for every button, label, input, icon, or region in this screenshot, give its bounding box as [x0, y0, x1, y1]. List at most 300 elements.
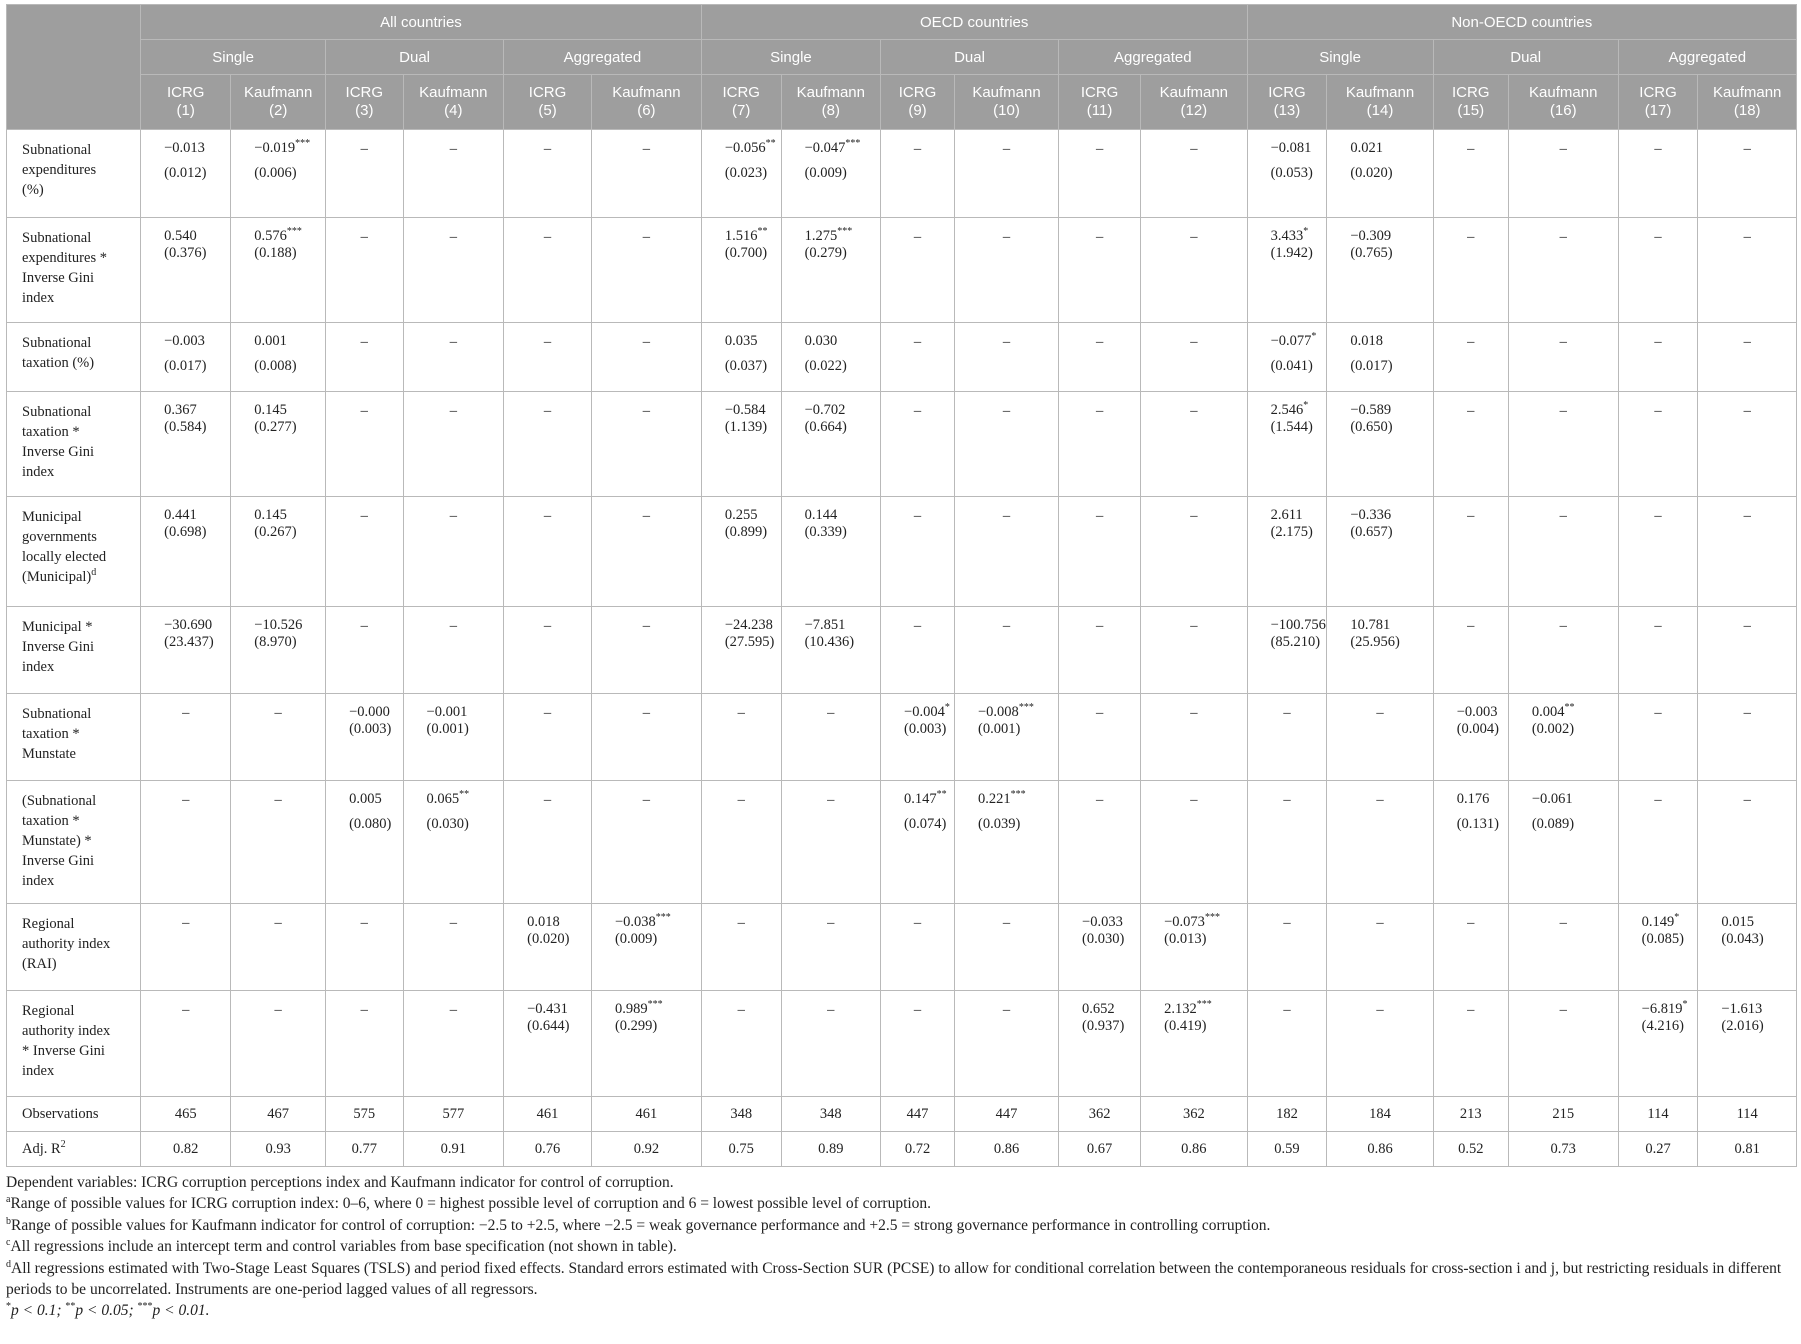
column-header [781, 75, 880, 130]
column-header [955, 75, 1059, 130]
coefficient-cell [1698, 904, 1797, 991]
coefficient-number: 0.015 [1721, 914, 1755, 930]
coefficient-cell [1247, 218, 1327, 323]
coefficient-value [1271, 228, 1325, 245]
row-label-line: Subnational [22, 142, 92, 158]
column-header [231, 75, 326, 130]
coefficient-number: −24.238 [724, 617, 773, 633]
column-number: (3) [355, 102, 374, 119]
coefficient-number: 2.132 [1164, 1001, 1197, 1017]
coefficient-value [349, 791, 400, 808]
coefficient-value [254, 617, 323, 634]
stat-value: 0.73 [1508, 1132, 1618, 1167]
empty-cell: – [1508, 392, 1618, 497]
column-indicator: ICRG [166, 84, 205, 101]
row-label-line: (Municipal) [22, 569, 92, 585]
empty-cell: – [326, 130, 403, 218]
stat-label: Observations [22, 1106, 99, 1122]
coefficient-number: −0.056 [724, 140, 766, 156]
coefficient-number: 0.030 [804, 333, 838, 349]
table-row [7, 991, 1797, 1097]
subgroup-header: Aggregated [1059, 40, 1248, 75]
empty-cell: – [881, 323, 955, 392]
column-indicator: ICRG [898, 84, 937, 101]
coefficient-number: −0.008 [978, 704, 1019, 720]
empty-cell: – [1247, 904, 1327, 991]
coefficient-number: −7.851 [804, 617, 846, 633]
stat-value: 0.93 [231, 1132, 326, 1167]
table-row [7, 497, 1797, 607]
standard-error: (27.595) [724, 634, 775, 650]
standard-error: (0.039) [978, 816, 1021, 832]
standard-error: (0.009) [614, 931, 658, 947]
standard-error: (0.030) [426, 816, 469, 832]
note-d-mark: d [6, 1258, 11, 1270]
standard-error: (0.001) [978, 721, 1021, 737]
standard-error: (0.003) [349, 721, 392, 737]
empty-cell: – [955, 607, 1059, 694]
significance-stars: *** [1010, 789, 1026, 801]
column-indicator: ICRG [345, 84, 384, 101]
coefficient-cell [1247, 323, 1327, 392]
coefficient-number: 0.576 [254, 228, 287, 244]
note-a-text: Range of possible values for ICRG corruption index: 0–6, where 0 = highest possible level of corruption and 6 = lowest possible level of corruption. [10, 1195, 932, 1213]
coefficient-value [1642, 1001, 1696, 1018]
coefficient-cell [955, 781, 1059, 904]
row-label-line: authority index [22, 936, 111, 952]
stat-value: 0.52 [1433, 1132, 1508, 1167]
note-a [6, 1193, 1791, 1214]
empty-cell: – [881, 497, 955, 607]
table-row [7, 607, 1797, 694]
coefficient-number: 0.255 [724, 507, 758, 523]
empty-cell: – [326, 218, 403, 323]
row-label-line: Inverse Gini [22, 444, 95, 460]
stat-label-sup: 2 [60, 1139, 66, 1151]
stat-value: 575 [326, 1097, 403, 1132]
row-label-line: * Inverse Gini [22, 1043, 105, 1059]
empty-cell: – [591, 694, 701, 781]
empty-cell: – [955, 218, 1059, 323]
stat-value: 182 [1247, 1097, 1327, 1132]
empty-cell: – [1698, 218, 1797, 323]
empty-cell: – [1698, 497, 1797, 607]
coefficient-value [164, 228, 228, 245]
empty-cell: – [326, 392, 403, 497]
table-row [7, 323, 1797, 392]
note-dependent: Dependent variables: ICRG corruption perceptions index and Kaufmann indicator for control of corruption. [6, 1174, 674, 1191]
note-c-mark: c [6, 1237, 11, 1249]
coefficient-cell [1508, 694, 1618, 781]
coefficient-cell [781, 323, 880, 392]
standard-error: (0.584) [164, 419, 207, 435]
coefficient-value [805, 333, 878, 350]
column-number: (8) [821, 102, 840, 119]
coefficient-cell [1618, 991, 1698, 1097]
column-header [1059, 75, 1141, 130]
standard-error: (0.006) [254, 165, 297, 181]
coefficient-value [164, 617, 228, 634]
empty-cell: – [403, 497, 504, 607]
coefficient-number: −0.702 [804, 402, 846, 418]
empty-cell: – [1247, 694, 1327, 781]
coefficient-number: −0.336 [1350, 507, 1392, 523]
empty-cell: – [1508, 991, 1618, 1097]
empty-cell: – [1059, 323, 1141, 392]
stat-value: 114 [1618, 1097, 1698, 1132]
coefficient-value [1642, 914, 1696, 931]
stat-value: 348 [781, 1097, 880, 1132]
empty-cell: – [504, 130, 592, 218]
column-header [1508, 75, 1618, 130]
coefficient-cell [701, 497, 781, 607]
coefficient-number: 0.147 [904, 791, 937, 807]
coefficient-cell [1059, 904, 1141, 991]
coefficient-value [1721, 1001, 1794, 1018]
standard-error: (2.016) [1721, 1018, 1764, 1034]
standard-error: (1.544) [1270, 419, 1313, 435]
empty-cell: – [403, 130, 504, 218]
row-label-line: index [22, 464, 55, 480]
significance-stars: *** [1196, 999, 1212, 1011]
stat-value: 114 [1698, 1097, 1797, 1132]
coefficient-value [1082, 1001, 1138, 1018]
standard-error: (0.004) [1456, 721, 1499, 737]
stat-value: 0.89 [781, 1132, 880, 1167]
empty-cell: – [1433, 218, 1508, 323]
coefficient-cell [1327, 392, 1433, 497]
empty-cell: – [231, 904, 326, 991]
coefficient-number: 0.035 [724, 333, 758, 349]
coefficient-value [254, 507, 323, 524]
empty-cell: – [955, 130, 1059, 218]
row-label-line: Munstate) * [22, 833, 92, 849]
coefficient-value [1350, 617, 1430, 634]
empty-cell: – [881, 991, 955, 1097]
empty-cell: – [231, 991, 326, 1097]
column-number: (15) [1457, 102, 1485, 119]
standard-error: (0.664) [804, 419, 847, 435]
empty-cell: – [1618, 218, 1698, 323]
empty-cell: – [1327, 781, 1433, 904]
empty-cell: – [1327, 694, 1433, 781]
column-indicator: ICRG [1639, 84, 1677, 101]
empty-cell: – [1618, 497, 1698, 607]
coefficient-value [1350, 228, 1430, 245]
empty-cell: – [955, 323, 1059, 392]
standard-error: (0.650) [1350, 419, 1393, 435]
coefficient-number: 0.145 [254, 402, 287, 418]
coefficient-cell [141, 607, 231, 694]
coefficient-number: −0.000 [349, 704, 390, 720]
coefficient-cell [403, 694, 504, 781]
stat-value: 447 [955, 1097, 1059, 1132]
coefficient-number: −10.526 [254, 617, 303, 633]
column-number: (11) [1086, 102, 1113, 119]
column-number: (4) [444, 102, 463, 119]
standard-error: (0.053) [1270, 165, 1313, 181]
coefficient-number: 1.516 [724, 228, 758, 244]
empty-cell: – [881, 130, 955, 218]
row-label [7, 694, 141, 781]
stat-value: 213 [1433, 1097, 1508, 1132]
subgroup-header: Aggregated [1618, 40, 1796, 75]
coefficient-number: 3.433 [1270, 228, 1304, 244]
coefficient-value [725, 228, 779, 245]
empty-cell: – [504, 392, 592, 497]
standard-error: (0.022) [804, 358, 847, 374]
empty-cell: – [1618, 694, 1698, 781]
coefficient-cell [881, 781, 955, 904]
note-significance [6, 1300, 1791, 1321]
empty-cell: – [701, 694, 781, 781]
coefficient-number: −0.431 [527, 1001, 568, 1017]
coefficient-cell [701, 130, 781, 218]
empty-cell: – [326, 991, 403, 1097]
row-label-line: taxation (%) [22, 355, 95, 371]
coefficient-cell [1327, 218, 1433, 323]
empty-cell: – [1508, 904, 1618, 991]
coefficient-cell [701, 392, 781, 497]
empty-cell: – [591, 392, 701, 497]
subgroup-header: Single [141, 40, 326, 75]
empty-cell: – [1698, 323, 1797, 392]
coefficient-cell [1059, 991, 1141, 1097]
empty-cell: – [1247, 991, 1327, 1097]
coefficient-cell [1247, 497, 1327, 607]
column-header [1327, 75, 1433, 130]
coefficient-number: 0.065 [426, 791, 460, 807]
row-label-line: index [22, 1063, 55, 1079]
standard-error: (0.074) [904, 816, 947, 832]
coefficient-value [978, 704, 1056, 721]
row-label-line: Subnational [22, 335, 92, 351]
coefficient-value [164, 402, 228, 419]
coefficient-value [254, 228, 323, 245]
stat-value: 461 [504, 1097, 592, 1132]
empty-cell: – [881, 607, 955, 694]
empty-cell: – [1433, 607, 1508, 694]
empty-cell: – [781, 904, 880, 991]
coefficient-value [254, 402, 323, 419]
row-label [7, 392, 141, 497]
empty-cell: – [955, 904, 1059, 991]
column-number: (9) [908, 102, 927, 119]
column-number: (6) [637, 102, 656, 119]
row-label [7, 497, 141, 607]
column-number: (7) [732, 102, 751, 119]
coefficient-number: 0.001 [254, 333, 287, 349]
row-label [7, 323, 141, 392]
table-body [7, 130, 1797, 1167]
footnote-mark: d [91, 567, 97, 579]
standard-error: (0.419) [1164, 1018, 1207, 1034]
standard-error: (0.899) [724, 524, 768, 540]
empty-cell: – [1618, 781, 1698, 904]
coefficient-number: −100.756 [1270, 617, 1326, 633]
coefficient-cell [141, 392, 231, 497]
coefficient-number: −0.019 [254, 140, 296, 156]
empty-cell: – [403, 904, 504, 991]
coefficient-value [1350, 140, 1430, 157]
empty-cell: – [326, 607, 403, 694]
stat-value: 0.75 [701, 1132, 781, 1167]
coefficient-value [527, 914, 589, 931]
coefficient-value [615, 1001, 699, 1018]
stat-value: 447 [881, 1097, 955, 1132]
coefficient-cell [1327, 323, 1433, 392]
significance-stars: ** [1564, 702, 1575, 714]
note-c [6, 1236, 1791, 1257]
coefficient-value [805, 507, 878, 524]
empty-cell: – [1433, 130, 1508, 218]
header-corner [7, 5, 141, 130]
standard-error: (0.279) [804, 245, 847, 261]
coefficient-value [805, 402, 878, 419]
empty-cell: – [881, 904, 955, 991]
stat-value: 0.82 [141, 1132, 231, 1167]
subgroup-header: Aggregated [504, 40, 702, 75]
column-number: (14) [1366, 102, 1394, 119]
significance-stars: *** [845, 138, 861, 150]
coefficient-cell [141, 130, 231, 218]
empty-cell: – [1141, 218, 1247, 323]
standard-error: (0.009) [804, 165, 847, 181]
coefficient-cell [141, 497, 231, 607]
column-indicator: Kaufmann [796, 84, 865, 101]
empty-cell: – [231, 781, 326, 904]
significance-stars: * [1311, 331, 1317, 343]
standard-error: (0.376) [164, 245, 207, 261]
coefficient-value [527, 1001, 589, 1018]
column-indicator: Kaufmann [1529, 84, 1598, 101]
row-label-line: Subnational [22, 404, 92, 420]
significance-stars: * [1674, 912, 1680, 924]
empty-cell: – [504, 497, 592, 607]
coefficient-number: 0.005 [349, 791, 382, 807]
row-label-line: Municipal * [22, 619, 93, 635]
subgroup-header: Dual [881, 40, 1059, 75]
empty-cell: – [591, 130, 701, 218]
coefficient-value [725, 617, 779, 634]
empty-cell: – [326, 904, 403, 991]
empty-cell: – [231, 694, 326, 781]
standard-error: (85.210) [1270, 634, 1321, 650]
row-label-line: locally elected [22, 549, 107, 565]
empty-cell: – [1698, 607, 1797, 694]
column-header [403, 75, 504, 130]
coefficient-cell [231, 323, 326, 392]
stat-value: 465 [141, 1097, 231, 1132]
empty-cell: – [326, 497, 403, 607]
stat-value: 0.77 [326, 1132, 403, 1167]
coefficient-cell [1247, 392, 1327, 497]
coefficient-cell [231, 130, 326, 218]
coefficient-value [1721, 914, 1794, 931]
coefficient-value [1532, 791, 1616, 808]
significance-stars: *** [647, 999, 663, 1011]
stat-value: 0.81 [1698, 1132, 1797, 1167]
empty-cell: – [326, 323, 403, 392]
standard-error: (0.277) [254, 419, 297, 435]
stat-value: 0.92 [591, 1132, 701, 1167]
standard-error: (0.657) [1350, 524, 1393, 540]
coefficient-cell [1433, 781, 1508, 904]
coefficient-cell [141, 218, 231, 323]
stat-label: Adj. R [22, 1141, 61, 1157]
coefficient-cell [504, 991, 592, 1097]
empty-cell: – [701, 991, 781, 1097]
column-indicator: Kaufmann [1345, 84, 1415, 101]
row-label-line: expenditures * [22, 250, 107, 266]
standard-error: (0.003) [904, 721, 947, 737]
table-row [7, 130, 1797, 218]
coefficient-number: −0.081 [1270, 140, 1312, 156]
coefficient-value [1271, 402, 1325, 419]
coefficient-cell [1618, 904, 1698, 991]
coefficient-number: −0.033 [1082, 914, 1123, 930]
note-b-mark: b [6, 1215, 11, 1227]
empty-cell: – [591, 323, 701, 392]
row-label-line: Inverse Gini [22, 270, 95, 286]
coefficient-cell [781, 607, 880, 694]
coefficient-number: −0.077 [1270, 333, 1312, 349]
table-row [7, 218, 1797, 323]
coefficient-cell [781, 392, 880, 497]
coefficient-cell [1433, 694, 1508, 781]
coefficient-number: 0.018 [1350, 333, 1383, 349]
standard-error: (1.942) [1270, 245, 1313, 261]
column-number: (18) [1733, 102, 1761, 119]
row-label [7, 218, 141, 323]
empty-cell: – [1059, 694, 1141, 781]
table-row [7, 904, 1797, 991]
empty-cell: – [1698, 781, 1797, 904]
coefficient-value [1457, 704, 1506, 721]
coefficient-value [1350, 507, 1430, 524]
empty-cell: – [504, 323, 592, 392]
sig-text-3: p < 0.01. [152, 1302, 210, 1320]
empty-cell: – [1508, 323, 1618, 392]
coefficient-cell [231, 392, 326, 497]
coefficient-cell [1247, 130, 1327, 218]
significance-stars: ** [936, 789, 947, 801]
standard-error: (0.017) [164, 358, 207, 374]
empty-cell: – [1618, 323, 1698, 392]
coefficient-value [725, 333, 779, 350]
empty-cell: – [1618, 130, 1698, 218]
note-d [6, 1258, 1791, 1301]
standard-error: (2.175) [1270, 524, 1313, 540]
significance-stars: *** [1018, 702, 1034, 714]
sig-text-2: p < 0.05; [75, 1302, 138, 1320]
coefficient-number: 2.546 [1270, 402, 1304, 418]
empty-cell: – [591, 781, 701, 904]
standard-error: (0.937) [1082, 1018, 1125, 1034]
coefficient-cell [781, 130, 880, 218]
coefficient-cell [141, 323, 231, 392]
coefficient-value [1082, 914, 1138, 931]
coefficient-number: −1.613 [1721, 1001, 1763, 1017]
significance-stars: ** [765, 138, 776, 150]
empty-cell: – [955, 392, 1059, 497]
significance-stars: *** [295, 138, 311, 150]
coefficient-cell [231, 497, 326, 607]
standard-error: (0.188) [254, 245, 297, 261]
standard-error: (0.020) [1350, 165, 1393, 181]
coefficient-value [805, 140, 878, 157]
group-header-2: Non-OECD countries [1247, 5, 1796, 40]
